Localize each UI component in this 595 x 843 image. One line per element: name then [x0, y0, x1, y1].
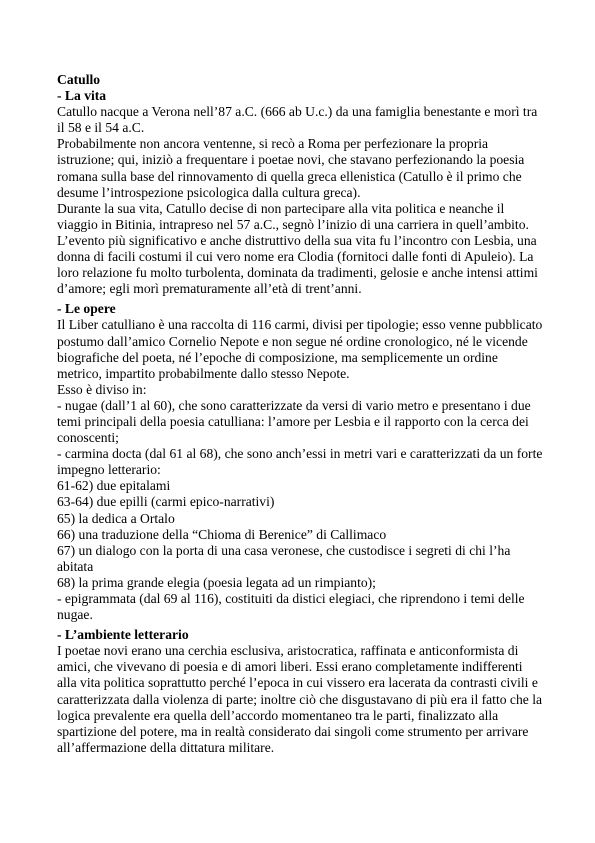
section-heading: - Le opere: [57, 301, 116, 317]
list-item: - carmina docta (dal 61 al 68), che sono anch’essi in metri vari e caratterizzati da un forte impegno letterario:: [57, 446, 543, 478]
paragraph: L’evento più significativo e anche distruttivo della sua vita fu l’incontro con Lesbia, una donna di facili costumi il cui vero nome era Clodia (fornitoci dalle fonti di Apuleio). La loro relazione fu molto turbolenta, dominata da tradimenti, gelosie e anche intensi attimi d’amore; egli morì prematuramente all’età di trent’anni.: [57, 232, 538, 297]
paragraph: Durante la sua vita, Catullo decise di non partecipare alla vita politica e neanche il viaggio in Bitinia, intrapreso nel 57 a.C., segnò l’inizio di una carriera in quell’ambito.: [57, 200, 529, 232]
section-le-opere: [57, 301, 543, 623]
paragraph: Probabilmente non ancora ventenne, si recò a Roma per perfezionare la propria istruzione; qui, iniziò a frequentare i poetae novi, che stavano perfezionando la poesia romana sulla base del rinnovamento di quella greca ellenistica (Catullo è il primo che desume l’introspezione psicologica dalla cultura greca).: [57, 136, 525, 200]
document-page: [57, 72, 543, 756]
paragraph: I poetae novi erano una cerchia esclusiva, aristocratica, raffinata e anticonformista di amici, che vivevano di poesia e di amori liberi. Essi erano completamente indifferenti alla vita politica soprattutto perché l’epoca in cui vissero era lacerata da contrasti civili e caratterizzata dalla violenza di parte; inoltre ciò che disgustavano di più era il fatto che la logica prevalente era quella dell’accordo momentaneo tra le parti, finalizzato alla spartizione del potere, ma in realtà considerato dai singoli come strumento per arrivare all’affermazione della dittatura militare.: [57, 643, 543, 755]
section-ambiente-letterario: [57, 627, 543, 756]
list-item: 66) una traduzione della “Chioma di Berenice” di Callimaco: [57, 526, 387, 542]
paragraph: Esso è diviso in:: [57, 381, 147, 397]
list-item: 68) la prima grande elegia (poesia legata ad un rimpianto);: [57, 574, 376, 590]
paragraph: Catullo nacque a Verona nell’87 a.C. (666 ab U.c.) da una famiglia benestante e morì tra il 58 e il 54 a.C.: [57, 104, 538, 136]
document-title: Catullo: [57, 72, 101, 87]
list-item: - epigrammata (dal 69 al 116), costituiti da distici elegiaci, che riprendono i temi delle nugae.: [57, 591, 525, 623]
list-item: 61-62) due epitalami: [57, 478, 171, 494]
section-heading: - La vita: [57, 88, 107, 104]
paragraph: Il Liber catulliano è una raccolta di 116 carmi, divisi per tipologie; esso venne pubblicato postumo dall’amico Cornelio Nepote e non segue né ordine cronologico, né le vicende biografiche del poeta, né l’epoche di composizione, ma semplicemente un ordine metrico, impartito probabilmente dallo stesso Nepote.: [57, 317, 543, 381]
list-item: - nugae (dall’1 al 60), che sono caratterizzate da versi di vario metro e presentano i due temi principali della poesia catulliana: l’amore per Lesbia e il rapporto con la cerca dei conoscenti;: [57, 397, 531, 446]
list-item: 63-64) due epilli (carmi epico-narrativi): [57, 494, 275, 510]
section-la-vita: [57, 88, 543, 297]
list-item: 67) un dialogo con la porta di una casa veronese, che custodisce i segreti di chi l’ha abitata: [57, 542, 511, 574]
list-item: 65) la dedica a Ortalo: [57, 510, 175, 526]
section-heading: - L’ambiente letterario: [57, 627, 189, 643]
